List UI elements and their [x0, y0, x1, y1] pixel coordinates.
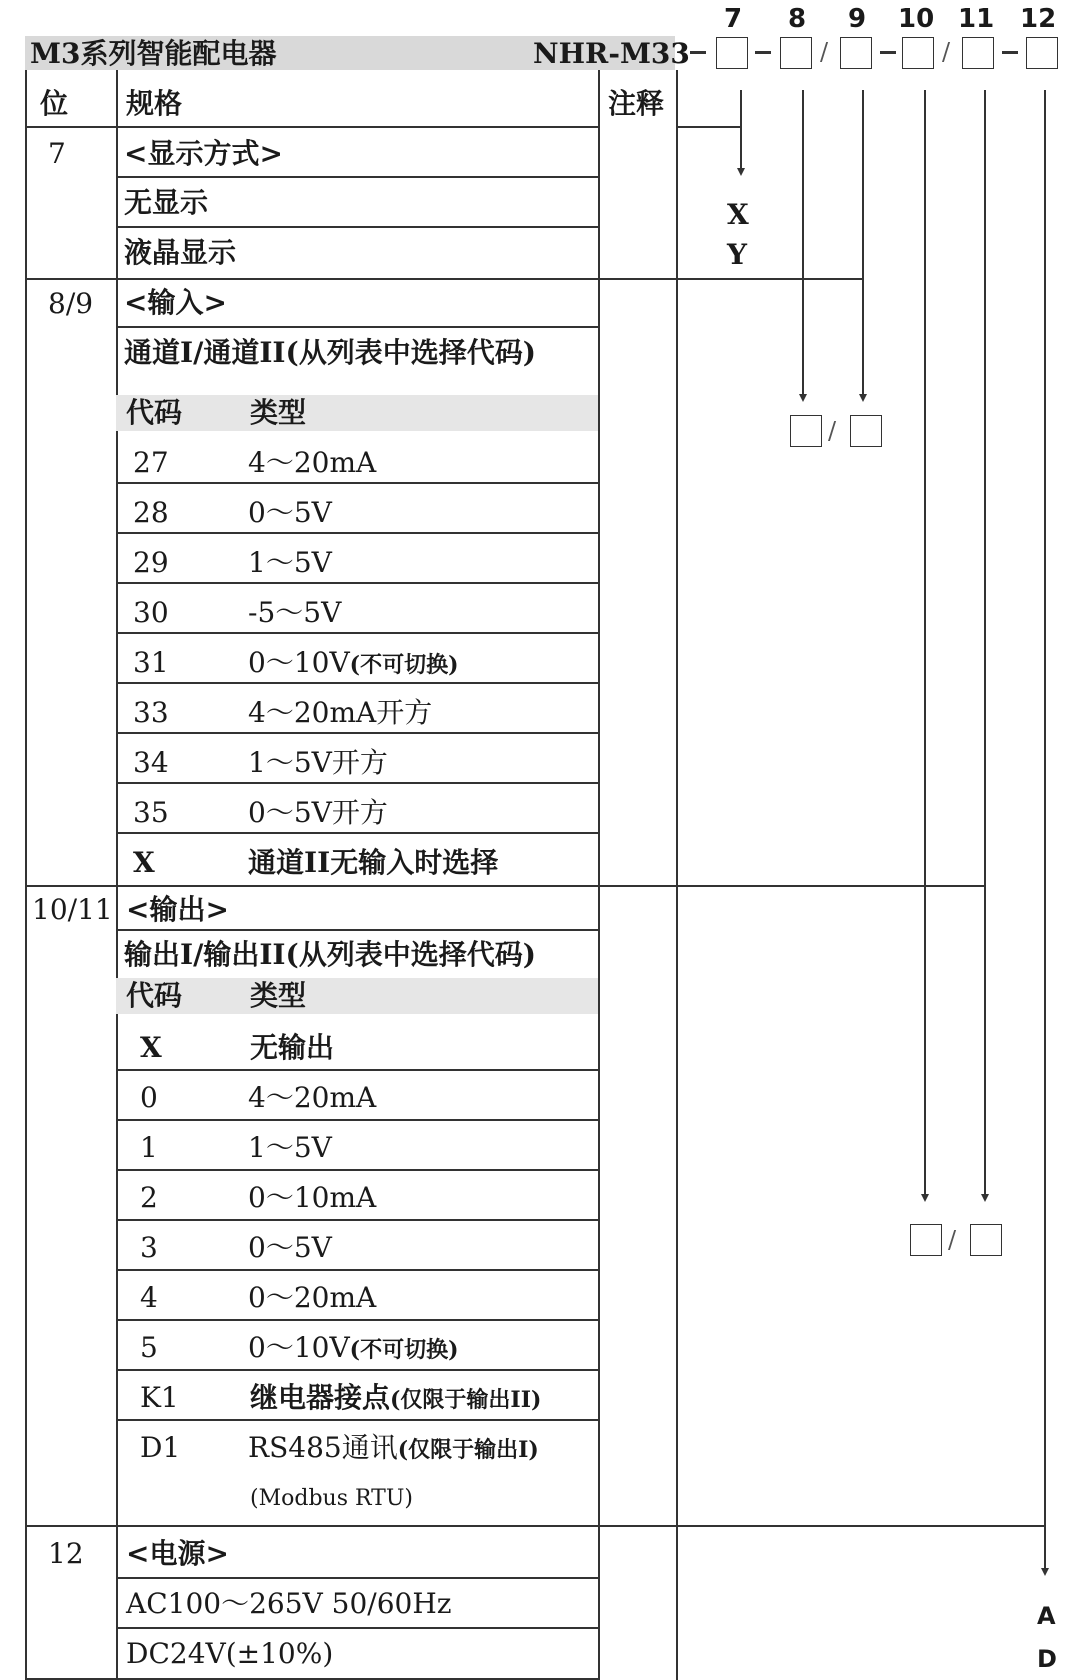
leader-12 — [1044, 90, 1046, 1570]
input-type-35: 0～5V开方 — [248, 796, 388, 829]
position-12: 12 — [1020, 4, 1057, 34]
input-type-33: 4～20mA开方 — [248, 696, 433, 729]
leader-8 — [802, 90, 804, 396]
input-type-34: 1～5V开方 — [248, 746, 388, 779]
col-header-pos: 位 — [40, 87, 69, 120]
display-code-y: Y — [727, 238, 747, 271]
display-row-line-2 — [116, 226, 598, 228]
input-code-27: 27 — [133, 446, 169, 479]
input-row-line-5 — [116, 682, 598, 684]
display-title: <显示方式> — [124, 137, 283, 170]
output-row-line-4 — [116, 1219, 598, 1221]
output-type-2: 0～10mA — [248, 1181, 377, 1214]
leader-9 — [862, 90, 864, 396]
table-col-divider-2 — [598, 70, 600, 1680]
output-code-header: 代码 — [126, 979, 183, 1012]
power-option-dc: DC24V(±10%) — [126, 1637, 334, 1670]
power-option-ac: AC100～265V 50/60Hz — [126, 1587, 452, 1620]
display-pos: 7 — [48, 137, 66, 170]
output-type-k1-main: 继电器接点 — [250, 1381, 391, 1414]
output-type-1: 1～5V — [248, 1131, 332, 1164]
output-type-d1-extra2: (Modbus RTU) — [250, 1486, 413, 1511]
output-code-1: 1 — [140, 1131, 158, 1164]
output-code-k1: K1 — [140, 1381, 179, 1414]
input-type-31-main: 0～10V — [248, 646, 350, 679]
model-slash-2: / — [942, 38, 951, 66]
position-8: 8 — [788, 4, 807, 34]
model-dash-2 — [755, 51, 771, 54]
arrow-10-icon — [921, 1194, 929, 1202]
code-box-11[interactable] — [962, 37, 994, 69]
input-code-x: X — [133, 846, 155, 879]
code-box-8[interactable] — [780, 37, 812, 69]
input-pos: 8/9 — [48, 287, 94, 320]
power-code-d: D — [1037, 1645, 1057, 1673]
output-type-k1-extra: (仅限于输出II) — [390, 1387, 542, 1413]
input-code-31: 31 — [133, 646, 169, 679]
input-code-33: 33 — [133, 696, 169, 729]
output-row-line-1 — [116, 1069, 598, 1071]
model-dash-4 — [1002, 51, 1018, 54]
output-2-box[interactable] — [970, 1224, 1002, 1256]
table-col-divider-3 — [676, 70, 678, 1680]
position-7: 7 — [724, 4, 743, 34]
output-type-k1 — [250, 1381, 542, 1414]
display-note-line — [676, 126, 740, 128]
input-channel-1-box[interactable] — [790, 415, 822, 447]
output-code-4: 4 — [140, 1281, 158, 1314]
output-type-x: 无输出 — [250, 1031, 335, 1064]
position-9: 9 — [848, 4, 867, 34]
output-code-header-bg — [116, 978, 598, 1014]
input-type-header: 类型 — [250, 396, 307, 429]
input-code-35: 35 — [133, 796, 169, 829]
output-code-x: X — [140, 1031, 162, 1064]
output-row-line-5 — [116, 1269, 598, 1271]
input-code-header-bg — [116, 395, 598, 431]
table-col-divider-1 — [116, 70, 118, 1680]
output-code-5: 5 — [140, 1331, 158, 1364]
display-code-x: X — [727, 198, 749, 231]
model-dash-3 — [880, 51, 896, 54]
output-type-d1-main: RS485通讯 — [248, 1431, 398, 1464]
output-type-3: 0～5V — [248, 1231, 332, 1264]
power-pos: 12 — [48, 1537, 84, 1570]
input-row-line-4 — [116, 632, 598, 634]
output-row-line-6 — [116, 1319, 598, 1321]
input-subtitle: 通道I/通道II(从列表中选择代码) — [124, 336, 537, 369]
arrow-9-icon — [859, 394, 867, 402]
output-type-5 — [248, 1331, 459, 1364]
power-title: <电源> — [126, 1537, 229, 1570]
model-number: NHR-M33 — [533, 37, 690, 70]
arrow-7-icon — [737, 168, 745, 176]
leader-7 — [740, 90, 742, 170]
arrow-8-icon — [799, 394, 807, 402]
output-row-line-2 — [116, 1119, 598, 1121]
code-box-12[interactable] — [1026, 37, 1058, 69]
output-subtitle: 输出I/输出II(从列表中选择代码) — [124, 938, 537, 971]
position-10: 10 — [898, 4, 935, 34]
input-title: <输入> — [124, 286, 227, 319]
output-type-4: 0～20mA — [248, 1281, 377, 1314]
output-row-line-3 — [116, 1169, 598, 1171]
output-type-5-main: 0～10V — [248, 1331, 350, 1364]
leader-11 — [984, 90, 986, 1196]
input-type-30: -5～5V — [248, 596, 342, 629]
output-code-d1: D1 — [140, 1431, 181, 1464]
output-code-0: 0 — [140, 1081, 158, 1114]
input-type-29: 1～5V — [248, 546, 332, 579]
output-row-line-0 — [116, 929, 598, 931]
input-type-31 — [248, 646, 459, 679]
output-type-d1-extra: (仅限于输出I) — [397, 1437, 539, 1463]
col-header-note: 注释 — [608, 87, 665, 120]
input-code-34: 34 — [133, 746, 169, 779]
input-code-28: 28 — [133, 496, 169, 529]
output-type-d1 — [248, 1431, 539, 1464]
output-row-line-7 — [116, 1369, 598, 1371]
input-type-27: 4～20mA — [248, 446, 377, 479]
input-row-line-8 — [116, 832, 598, 834]
output-row-line-8 — [116, 1419, 598, 1421]
input-row-line-7 — [116, 782, 598, 784]
table-bottom — [25, 1678, 598, 1680]
output-type-header: 类型 — [250, 979, 307, 1012]
power-row-line-1 — [116, 1577, 598, 1579]
input-type-x: 通道II无输入时选择 — [248, 846, 499, 879]
position-11: 11 — [958, 4, 995, 34]
arrow-11-icon — [981, 1194, 989, 1202]
input-row-line-0 — [116, 326, 598, 328]
table-left-border — [25, 70, 27, 1680]
arrow-12-icon — [1041, 1568, 1049, 1576]
input-row-line-6 — [116, 732, 598, 734]
output-code-3: 3 — [140, 1231, 158, 1264]
code-box-9[interactable] — [840, 37, 872, 69]
output-slash: / — [948, 1226, 957, 1254]
display-section-bottom — [25, 278, 863, 280]
input-row-line-1 — [116, 482, 598, 484]
input-type-28: 0～5V — [248, 496, 332, 529]
output-type-5-extra: (不可切换) — [349, 1337, 459, 1363]
leader-10 — [924, 90, 926, 1196]
input-type-31-extra: (不可切换) — [349, 652, 459, 678]
input-row-line-3 — [116, 582, 598, 584]
output-pos: 10/11 — [32, 893, 113, 926]
power-code-a: A — [1037, 1602, 1056, 1630]
model-slash-1: / — [820, 38, 829, 66]
col-header-spec: 规格 — [126, 87, 183, 120]
display-option-none: 无显示 — [124, 186, 209, 219]
output-1-box[interactable] — [910, 1224, 942, 1256]
display-option-lcd: 液晶显示 — [124, 236, 237, 269]
input-channel-2-box[interactable] — [850, 415, 882, 447]
input-code-30: 30 — [133, 596, 169, 629]
display-row-line-1 — [116, 176, 598, 178]
code-box-7[interactable] — [716, 37, 748, 69]
output-section-bottom — [25, 1525, 1045, 1527]
input-section-bottom — [25, 885, 985, 887]
input-code-header: 代码 — [126, 396, 183, 429]
code-box-10[interactable] — [902, 37, 934, 69]
output-type-0: 4～20mA — [248, 1081, 377, 1114]
table-header-bottom — [25, 126, 598, 128]
output-code-2: 2 — [140, 1181, 158, 1214]
power-row-line-2 — [116, 1627, 598, 1629]
input-slash: / — [828, 417, 837, 445]
model-dash-1 — [690, 51, 706, 54]
output-title: <输出> — [126, 893, 229, 926]
input-code-29: 29 — [133, 546, 169, 579]
product-series-title: M3系列智能配电器 — [30, 37, 277, 70]
input-row-line-2 — [116, 532, 598, 534]
